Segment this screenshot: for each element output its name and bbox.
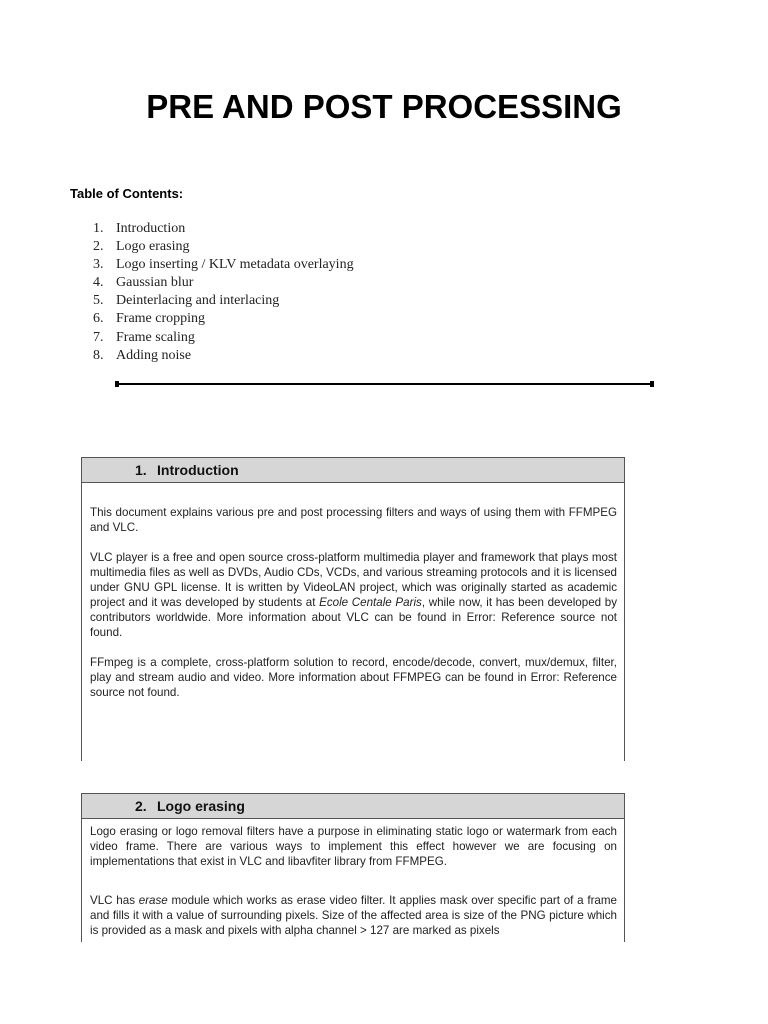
section-header	[82, 458, 624, 483]
section-body	[82, 819, 624, 938]
paragraph: This document explains various pre and post processing filters and ways of using them with FFMPEG and VLC.	[90, 506, 617, 534]
toc-item-number: 2.	[93, 239, 104, 255]
toc-item-label: Gaussian blur	[116, 275, 194, 291]
toc-item-label: Logo inserting / KLV metadata overlaying	[116, 257, 354, 273]
toc-item-number: 4.	[93, 275, 104, 291]
toc-item-number: 1.	[93, 221, 104, 236]
paragraph: Logo erasing or logo removal filters have a purpose in eliminating static logo or watermark from each video frame. There are various ways to implement this effect however we are focusing on implementations that exist in VLC and libavfiter library from FFMPEG.	[90, 825, 617, 868]
toc-item-number: 8.	[93, 347, 104, 363]
toc-item[interactable]	[93, 274, 354, 292]
section-heading: Introduction	[157, 462, 239, 478]
paragraph	[90, 550, 617, 640]
toc-list	[93, 220, 354, 365]
paragraph-text: VLC player is a free and open source cross-platform multimedia player and framework that plays most multimedia files as well as DVDs, Audio CDs, VCDs, and various streaming protocols and it is licensed under GNU GPL license. It is written by VideoLAN project, which was originally started as academic project and it was developed by students at	[90, 551, 617, 609]
paragraph-text: VLC has	[90, 894, 139, 907]
toc-item-label: Frame scaling	[116, 329, 195, 345]
toc-item-label: Logo erasing	[116, 239, 190, 255]
section-number: 2.	[135, 798, 147, 814]
paragraph-emphasis: Ecole Centale Paris	[319, 596, 422, 609]
toc-item-number: 7.	[93, 329, 104, 345]
section-logo-erasing	[81, 793, 625, 942]
horizontal-divider	[115, 383, 654, 385]
section-introduction	[81, 457, 625, 761]
paragraph-text: , while now, it has been developed by contributors worldwide. More information about VLC can be found in Error: Reference source not found.	[90, 596, 617, 639]
toc-item[interactable]	[93, 292, 354, 310]
toc-item-label: Introduction	[116, 221, 186, 236]
toc-item-label: Adding noise	[116, 347, 192, 363]
toc-item-label: Frame cropping	[116, 311, 206, 327]
paragraph-emphasis: erase	[138, 894, 168, 907]
toc-item[interactable]	[93, 238, 354, 256]
toc-item[interactable]	[93, 310, 354, 328]
section-number: 1.	[135, 462, 147, 478]
paragraph-text: module which works as erase video filter. It applies mask over specific part of a frame and fills it with a value of surrounding pixels. Size of the affected area is size of the PNG picture which is provided as a mask and pixels with alpha channel > 127 are marked as pixels	[90, 894, 617, 937]
document-title: PRE AND POST PROCESSING	[146, 88, 622, 125]
toc-item[interactable]	[93, 347, 354, 365]
toc-item-number: 6.	[93, 311, 104, 327]
section-body	[82, 483, 624, 700]
toc-item[interactable]	[93, 329, 354, 347]
toc-item[interactable]	[93, 256, 354, 274]
paragraph: FFmpeg is a complete, cross-platform solution to record, encode/decode, convert, mux/demux, filter, play and stream audio and video. More information about FFMPEG can be found in Error: Reference source not found.	[90, 656, 617, 699]
toc-item[interactable]	[93, 220, 354, 238]
toc-item-number: 5.	[93, 293, 104, 309]
section-header	[82, 794, 624, 819]
toc-item-label: Deinterlacing and interlacing	[116, 293, 280, 309]
toc-item-number: 3.	[93, 257, 104, 273]
toc-heading: Table of Contents:	[70, 186, 184, 201]
section-heading: Logo erasing	[157, 798, 245, 814]
paragraph	[90, 893, 617, 938]
